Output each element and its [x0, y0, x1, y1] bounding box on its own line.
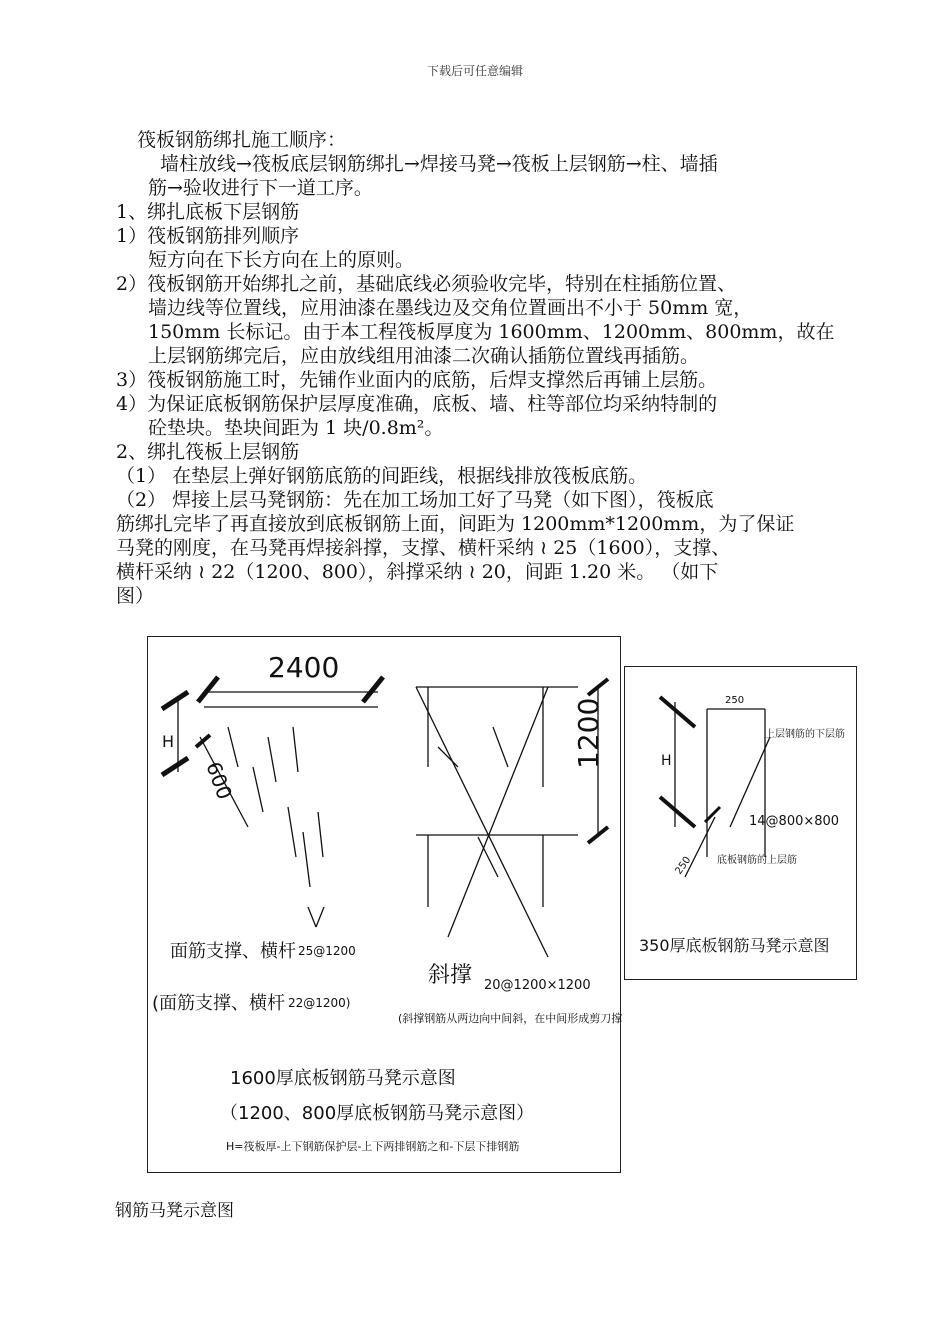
formula-note: H=筏板厚-上下钢筋保护层-上下两排钢筋之和-下层下排钢筋 — [226, 1140, 520, 1153]
figure-subtitle: （1200、800厚底板钢筋马凳示意图） — [220, 1103, 535, 1124]
text-line: 3）筏板钢筋施工时，先铺作业面内的底筋，后焊支撑然后再铺上层筋。 — [116, 369, 718, 391]
text-line: 墙边线等位置线，应用油漆在墨线边及交角位置画出不小于 50mm 宽， — [148, 297, 753, 319]
dim-label: H — [661, 753, 672, 769]
text-line: 横杆采纳 ≀ 22（1200、800），斜撑采纳 ≀ 20，间距 1.20 米。 （如下 — [116, 561, 719, 583]
figure-caption: 钢筋马凳示意图 — [115, 1201, 234, 1221]
support-label: 面筋支撑、横杆 — [170, 941, 296, 962]
support-spec-2: 22@1200) — [288, 996, 351, 1010]
text-line: 2）筏板钢筋开始绑扎之前，基础底线必须验收完毕，特别在柱插筋位置、 — [116, 273, 737, 295]
section-heading: 1、绑扎底板下层钢筋 — [116, 201, 300, 223]
text-line: 墙柱放线→筏板底层钢筋绑扎→焊接马凳→筏板上层钢筋→柱、墙插 — [160, 153, 718, 175]
text-line: 筏板钢筋绑扎施工顺序： — [137, 129, 347, 151]
support-label-2: (面筋支撑、横杆 — [152, 993, 286, 1014]
dim-label: 250 — [725, 695, 745, 706]
brace-spec: 20@1200×1200 — [484, 978, 591, 993]
text-line: 图） — [116, 585, 155, 607]
figure-title: 1600厚底板钢筋马凳示意图 — [230, 1068, 456, 1089]
dim-label: H — [162, 732, 175, 751]
dim-label: 1200 — [572, 697, 605, 769]
bottom-rebar-label: 底板钢筋的上层筋 — [717, 855, 797, 866]
support-spec: 25@1200 — [298, 944, 356, 958]
brace-label: 斜撑 — [428, 963, 473, 988]
figure-small — [624, 666, 857, 980]
text-line: 150mm 长标记。由于本工程筏板厚度为 1600mm、1200mm、800mm，故在 — [148, 321, 835, 343]
text-line: 筋绑扎完毕了再直接放到底板钢筋上面，间距为 1200mm*1200mm，为了保证 — [116, 513, 795, 535]
upper-rebar-label: 上层钢筋的下层筋 — [765, 729, 845, 740]
figure-main — [147, 636, 621, 1173]
text-line: 短方向在下长方向在上的原则。 — [148, 249, 415, 271]
text-line: （2） 焊接上层马凳钢筋：先在加工场加工好了马凳（如下图），筏板底 — [116, 489, 714, 511]
text-line: 1）筏板钢筋排列顺序 — [116, 225, 300, 247]
text-line: （1） 在垫层上弹好钢筋底筋的间距线，根据线排放筏板底筋。 — [116, 465, 648, 487]
dim-label: 600 — [201, 758, 237, 803]
dim-label: 2400 — [268, 651, 340, 684]
section-heading: 2、绑扎筏板上层钢筋 — [116, 441, 300, 463]
text-line: 上层钢筋绑完后，应由放线组用油漆二次确认插筋位置线再插筋。 — [148, 345, 700, 367]
text-line: 砼垫块。垫块间距为 1 块/0.8m²。 — [148, 417, 444, 439]
figure-title: 350厚底板钢筋马凳示意图 — [639, 936, 830, 955]
rebar-spec: 14@800×800 — [749, 814, 840, 829]
brace-note: (斜撑钢筋从两边向中间斜，在中间形成剪刀撑) — [398, 1012, 622, 1025]
text-line: 筋→验收进行下一道工序。 — [148, 177, 373, 199]
text-line: 4）为保证底板钢筋保护层厚度准确，底板、墙、柱等部位均采纳特制的 — [116, 393, 718, 415]
page-header: 下载后可任意编辑 — [426, 64, 523, 78]
text-line: 马凳的刚度，在马凳再焊接斜撑，支撑、横杆采纳 ≀ 25（1600），支撑、 — [116, 537, 731, 559]
dim-label: 250 — [673, 854, 694, 877]
